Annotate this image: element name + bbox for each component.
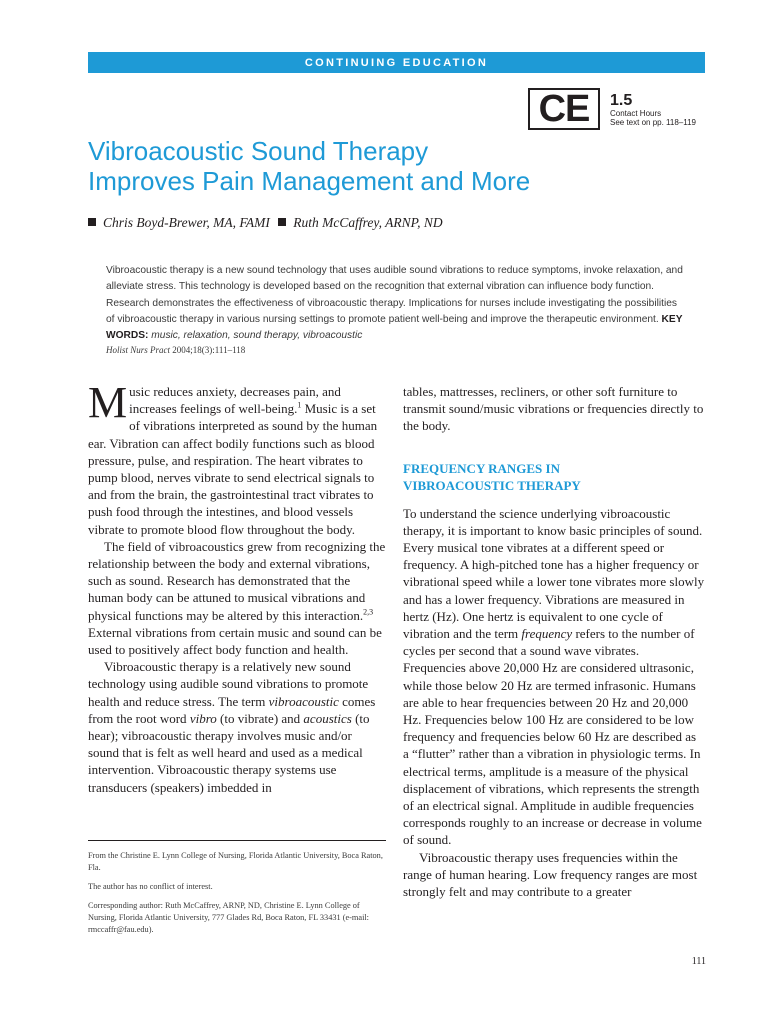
ce-contact-hours <box>610 93 730 127</box>
citation <box>106 344 245 356</box>
paragraph: tables, mattresses, recliners, or other soft furniture to transmit sound/music vibrations or frequencies directly to the body. <box>403 384 704 434</box>
see-text-note: See text on pp. 118–119 <box>610 118 696 127</box>
paragraph <box>88 378 386 538</box>
paragraph <box>403 505 705 849</box>
abstract <box>106 263 684 344</box>
abstract-text: Vibroacoustic therapy is a new sound technology that uses audible sound vibrations to reduce symptoms, invoke relaxation, and alleviate stress. This technology is developed based on the recognition that external vibration can influence body function. Research demonstrates the effectiveness of vibroacoustic therapy. Implications for nurses include investigating the possibilities of vibroacoustic therapy in various nursing settings to promote patient well-being and improve the therapeutic environment. <box>106 265 683 325</box>
bullet-square-icon <box>278 218 286 226</box>
section-heading <box>403 460 705 494</box>
contact-hours-value: 1.5 <box>610 92 633 109</box>
journal-name: Holist Nurs Pract <box>106 345 171 355</box>
reference-marker: 2,3 <box>363 607 374 617</box>
reference-marker: 1 <box>297 400 302 410</box>
paragraph-text: External vibrations from certain music and sound can be used to positively affect body function and health. <box>88 624 382 658</box>
section-banner: CONTINUING EDUCATION <box>88 52 705 73</box>
page-number: 111 <box>691 956 706 967</box>
author-1: Chris Boyd-Brewer, MA, FAMI <box>103 215 270 230</box>
footnote-affiliation: From the Christine E. Lynn College of Nursing, Florida Atlantic University, Boca Raton, Fla. <box>88 851 383 872</box>
footnote-corresponding: Corresponding author: Ruth McCaffrey, ARNP, ND, Christine E. Lynn College of Nursing, Florida Atlantic University, 777 Glades Rd, Boca Raton, FL 33431 (e-mail: rmccaffr@fau.edu). <box>88 901 369 934</box>
keywords-label: KEY WORDS: <box>106 313 683 342</box>
paragraph-text: (to vibrate) and <box>216 710 304 726</box>
heading-line-1: FREQUENCY RANGES IN <box>403 460 560 476</box>
ce-badge: CE <box>528 88 600 130</box>
italic-term: vibro <box>189 710 217 726</box>
contact-hours-label: Contact Hours <box>610 109 662 118</box>
paragraph-text: (to hear); vibroacoustic therapy involves music and/or sound that is felt as well heard and used as a medical intervention. Vibroacoustic therapy systems use transducers (speakers) imbedded in <box>88 710 370 795</box>
footnote-divider <box>88 840 386 841</box>
title-line-1: Vibroacoustic Sound Therapy <box>88 136 429 166</box>
paragraph-text: The field of vibroacoustics grew from recognizing the relationship between the body and external vibrations, such as sound. Research has demonstrated that the human body can be attuned to musical vibrations and physical functions may be altered by this interaction. <box>88 538 386 623</box>
paragraph <box>88 538 386 658</box>
author-list <box>88 215 688 231</box>
paragraph-text: usic reduces anxiety, decreases pain, and increases feelings of well-being. <box>129 384 341 417</box>
paragraph-text: refers to the number of cycles per second that a sound wave vibrates. Frequencies above 20,000 Hz are considered ultrasonic, while those below 20 Hz are termed infrasonic. Humans are able to hear frequencies between 20 Hz and 20,000 Hz. Frequencies below 100 Hz are considered to be low frequency and frequencies below 60 Hz are described as a “flutter” rather than a vibration in physiologic terms. In electrical terms, amplitude is a measure of the physical displacement of vibrations, which represents the strength of an electrical signal. Amplitude in audible frequencies corresponds roughly to an increase or decrease in volume of sound. <box>403 626 702 848</box>
title-line-2: Improves Pain Management and More <box>88 166 531 196</box>
italic-term: vibroacoustic <box>268 693 339 709</box>
footnotes <box>88 850 390 943</box>
footnote-conflict: The author has no conflict of interest. <box>88 882 213 891</box>
citation-details: 2004;18(3):111–118 <box>172 345 246 355</box>
author-2: Ruth McCaffrey, ARNP, ND <box>293 215 443 230</box>
paragraph-text: To understand the science underlying vibroacoustic therapy, it is important to know basic principles of sound. Every musical tone vibrates at a different speed or frequency. A high-pitched tone has a higher frequency or vibrational speed while a lower tone vibrates more slowly and has a lower frequency. Vibrations are measured in hertz (Hz). One hertz is equivalent to one cycle of vibration and the term <box>403 505 705 642</box>
keywords: music, relaxation, sound therapy, vibroacoustic <box>151 330 363 342</box>
paragraph-text: comes from the root word <box>88 693 376 726</box>
italic-term: frequency <box>521 626 573 642</box>
bullet-square-icon <box>88 218 96 226</box>
italic-term: acoustics <box>303 710 352 726</box>
body-column-right <box>403 383 705 900</box>
paragraph-text: Music is a set of vibrations interpreted as sound by the human ear. Vibration can affect bodily functions such as blood pressure, pulse, and respiration. The heart vibrates to pump blood, nerves vibrate to send electrical signals to and from the brain, the gastrointestinal tract vibrates to push food through the intestines, and blood vessels vibrate to promote blood flow throughout the body. <box>88 401 378 537</box>
paragraph-text: Vibroacoustic therapy is a relatively new sound technology using audible sound vibrations to promote health and reduce stress. The term <box>88 659 369 709</box>
paragraph: Vibroacoustic therapy uses frequencies within the range of human hearing. Low frequency ranges are most strongly felt and may contribute to a greater <box>403 849 698 900</box>
paragraph <box>88 658 386 796</box>
article-title <box>88 136 648 196</box>
heading-line-2: VIBROACOUSTIC THERAPY <box>403 477 581 493</box>
drop-cap: M <box>88 378 128 427</box>
body-column-left <box>88 378 386 796</box>
